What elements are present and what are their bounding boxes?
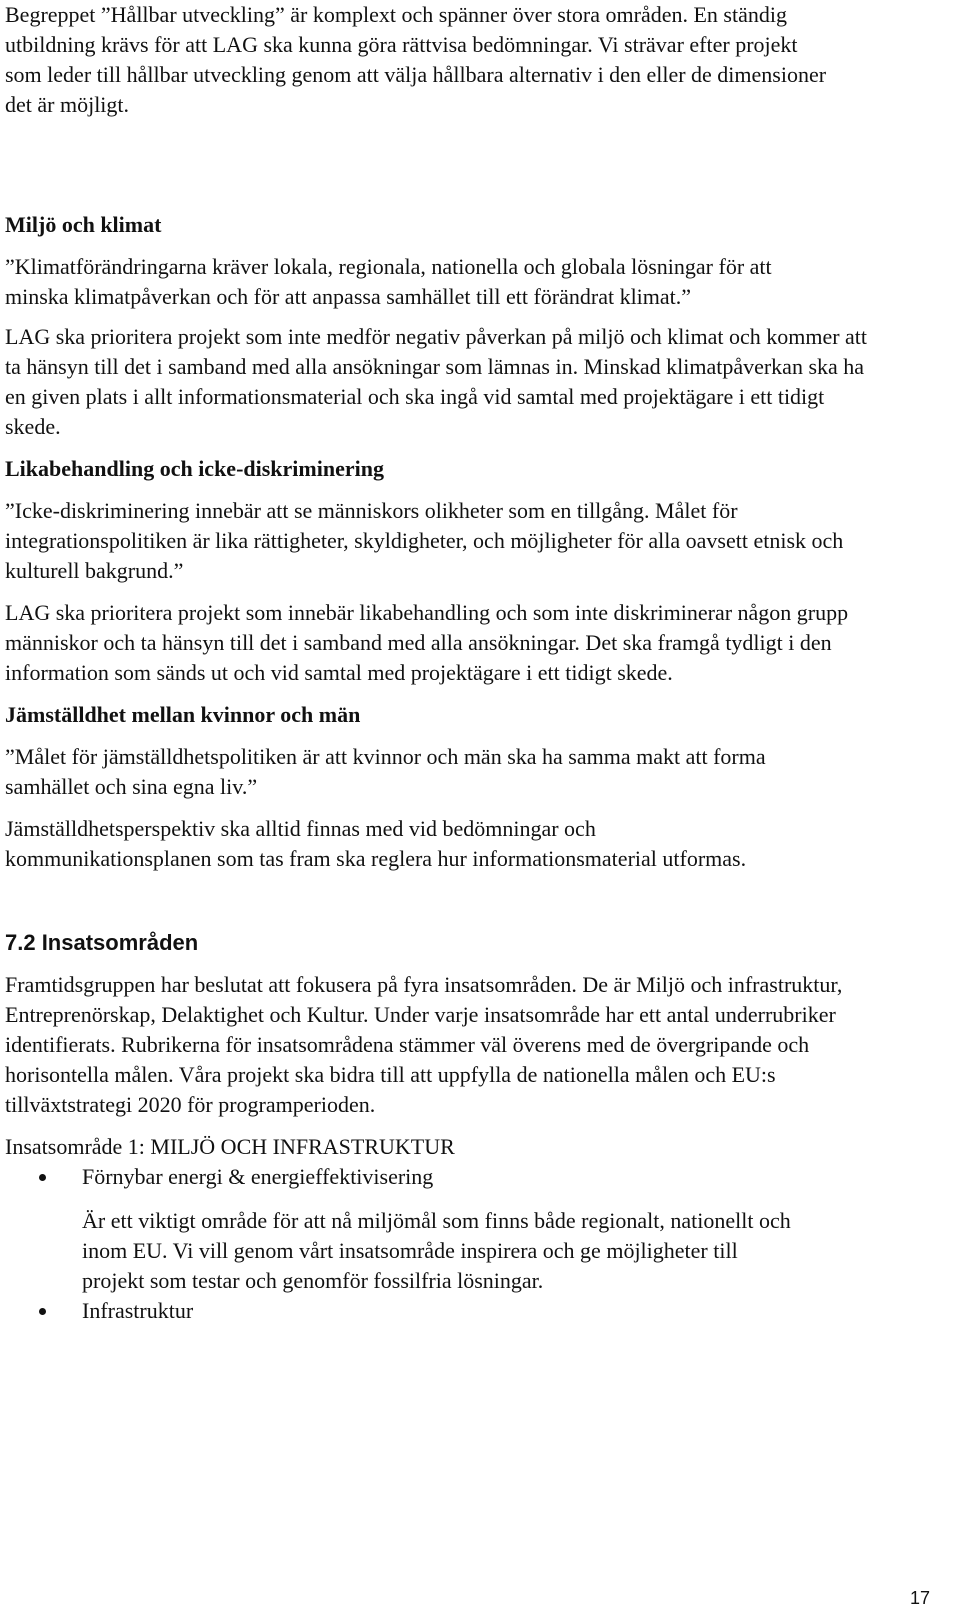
heading-7-2-insatsomraden: 7.2 Insatsområden: [5, 930, 199, 955]
heading-miljo-och-klimat: Miljö och klimat: [5, 212, 162, 237]
paragraph-insatsomraden: Framtidsgruppen har beslutat att fokusera på fyra insatsområden. De är Miljö och infrastruktur, Entreprenörskap, Delaktighet och Kultur. Under varje insatsområde har ett antal underrubriker identifierats. Rubrikerna för insatsområdena stämmer väl överens med de övergripande och horisontella målen. Våra projekt ska bidra till att uppfylla de nationella målen och EU:s tillväxtstrategi 2020 för programperioden.: [5, 972, 843, 1117]
heading-likabehandling: Likabehandling och icke-diskriminering: [5, 456, 384, 481]
list-item: [5, 1162, 885, 1192]
bullet-body: Är ett viktigt område för att nå miljömål som finns både regionalt, nationellt och inom EU. Vi vill genom vårt insatsområde inspirera och ge möjligheter till projekt som testar och genomför fossilfria lösningar.: [82, 1208, 791, 1293]
bullet-label: Infrastruktur: [82, 1298, 194, 1323]
document-page: [5, 0, 885, 1326]
bullet-list: [5, 1162, 885, 1192]
bullet-dot-icon: [39, 1174, 46, 1181]
heading-jamstalldhet: Jämställdhet mellan kvinnor och män: [5, 702, 361, 727]
paragraph-miljo: LAG ska prioritera projekt som inte medför negativ påverkan på miljö och klimat och kommer att ta hänsyn till det i samband med alla ansökningar som lämnas in. Minskad klimatpåverkan ska ha en given plats i allt informationsmaterial och ska ingå vid samtal med projektägare i ett tidigt skede.: [5, 324, 868, 439]
bullet-label: Förnybar energi & energieffektivisering: [82, 1164, 434, 1189]
paragraph-jamstalldhet: Jämställdhetsperspektiv ska alltid finnas med vid bedömningar och kommunikationsplanen som tas fram ska reglera hur informationsmaterial utformas.: [5, 816, 747, 871]
quote-miljo: ”Klimatförändringarna kräver lokala, regionala, nationella och globala lösningar för att minska klimatpåverkan och för att anpassa samhället till ett förändrat klimat.”: [5, 254, 772, 309]
quote-likabehandling: ”Icke-diskriminering innebär att se människors olikheter som en tillgång. Målet för integrationspolitiken är lika rättigheter, skyldigheter, och möjligheter för alla oavsett etnisk och kulturell bakgrund.”: [5, 498, 844, 583]
bullet-dot-icon: [39, 1308, 46, 1315]
intro-paragraph: Begreppet ”Hållbar utveckling” är komplext och spänner över stora områden. En ständig utbildning krävs för att LAG ska kunna göra rättvisa bedömningar. Vi strävar efter projekt som leder till hållbar utveckling genom att välja hållbara alternativ i den eller de dimensioner det är möjligt.: [5, 2, 827, 117]
insatsomrade-1-title: Insatsområde 1: MILJÖ OCH INFRASTRUKTUR: [5, 1134, 455, 1159]
bullet-list: [5, 1296, 885, 1326]
paragraph-likabehandling: LAG ska prioritera projekt som innebär likabehandling och som inte diskriminerar någon grupp människor och ta hänsyn till det i samband med alla ansökningar. Det ska framgå tydligt i den information som sänds ut och vid samtal med projektägare i ett tidigt skede.: [5, 600, 849, 685]
quote-jamstalldhet: ”Målet för jämställdhetspolitiken är att kvinnor och män ska ha samma makt att forma samhället och sina egna liv.”: [5, 744, 766, 799]
list-item: [5, 1296, 885, 1326]
page-number: 17: [909, 1588, 930, 1608]
